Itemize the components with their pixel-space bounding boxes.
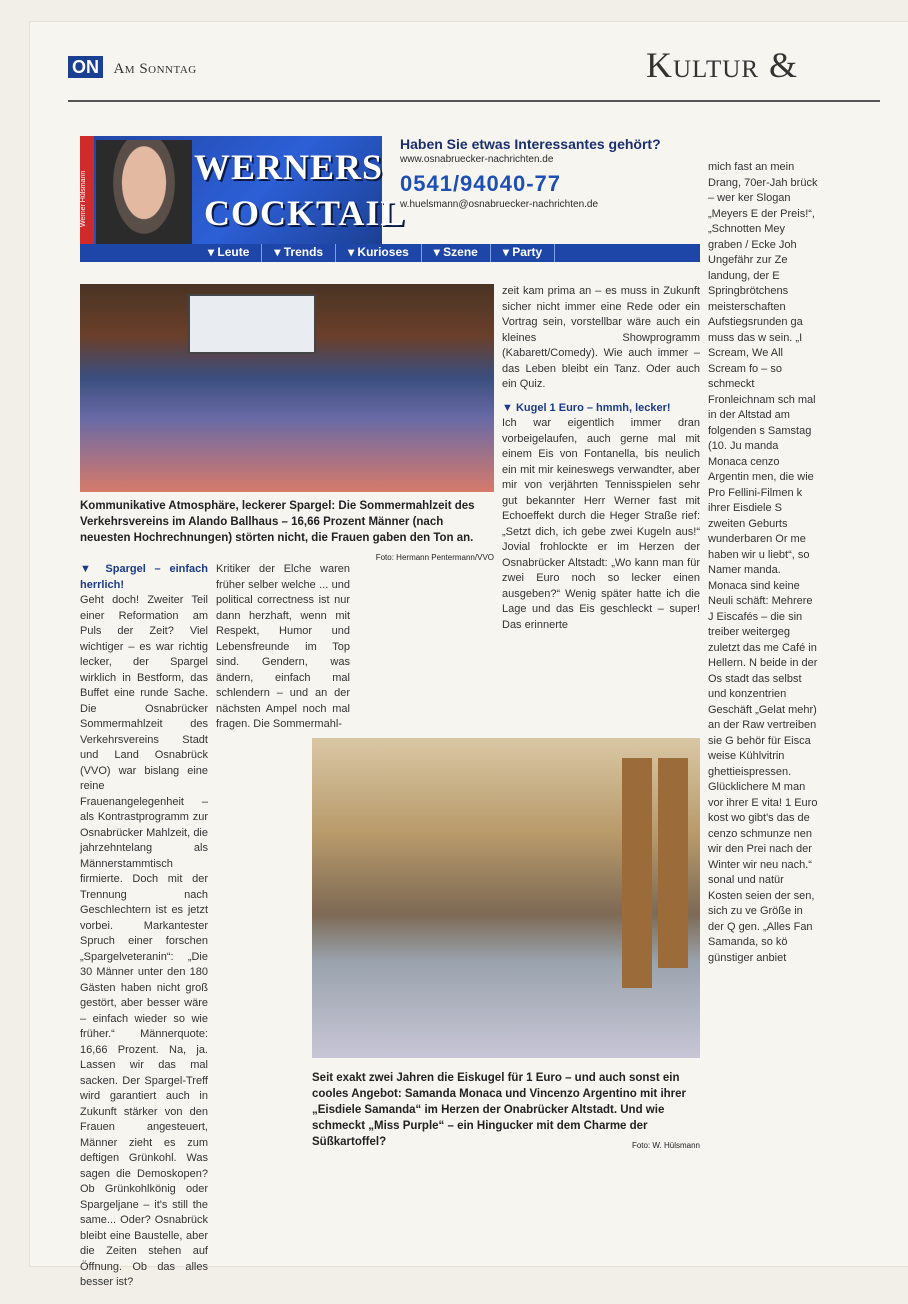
photo1-caption [80, 498, 494, 566]
contact-email: w.huelsmann@osnabruecker-nachrichten.de [400, 199, 599, 210]
tag-kurioses: ▾ Kurioses [336, 244, 422, 262]
section-title: Kultur & [646, 45, 799, 85]
contact-website: www.osnabruecker-nachrichten.de [400, 154, 554, 165]
photo-event-hall [80, 284, 494, 492]
author-vertical-label: Werner Hülsmann [80, 136, 94, 262]
tag-szene: ▾ Szene [422, 244, 491, 262]
contact-phone: 0541/94040-77 [400, 171, 562, 196]
waffle-cone-stack [622, 758, 652, 988]
tag-party: ▾ Party [491, 244, 555, 262]
section-heading-spargel: ▼ Spargel – einfach herrlich! [80, 563, 208, 591]
column-banner [80, 136, 700, 262]
photo2-caption [312, 1070, 700, 1154]
topic-tags [80, 244, 700, 262]
photo1-caption-text: Kommunikative Atmosphäre, leckerer Spargel: Die Sommermahlzeit des Verkehrsvereins im Alando Ballhaus – 16,66 Prozent Männer (nach neuesten Hochrechnungen) störten nicht, die Frauen gaben den Ton an. [80, 500, 475, 544]
tag-trends: ▾ Trends [262, 244, 336, 262]
article-column-right [708, 160, 818, 1260]
right-column-text: mich fast an mein Drang, 70er-Jah brück – wer ker Slogan „Meyers E der Preis!“, „Schnotten Mey graben / Ecke Joh Ungefähr zur Ze landung, der E Springbrötchens meisterschaften Aufstiegsrunden ga muss das w sein. „I Scream, We All Scream fo – so schmeckt Fronleichnam sch mal in der Altstad am folgenden s Samstag (10. Ju manda Monaca cenzo Argentin men, die wie Pro Fellini-Filmen k ihrer Eisdiele S zweiten Geburts wunderbaren Or me haben wir u liebt“, so Namer manda. Monaca sind keine Neuli schäft: Mehrere J Eiscafés – die sin treiber weitergeg zuletzt das me Café in Hellern. N beide in der Os stadt das selbst und konzentrien Geschäft „Gelat mehr) an der Raw vertreiben sie G behör für Eisca weise Kühlvitrin ghettieispressen. Glücklichere M man vor ihrer E vita! 1 Euro kost wo gibt's das de cenzo schmunze nen wir den Prei nach der Winter wir neu nach.“ sonal und natür Kosten seien der sen, sich zu ve Größe in der Q gen. „Alles Fan Samanda, so kö günstiger anbiet [708, 161, 818, 964]
masthead [68, 56, 197, 78]
photo2-caption-text: Seit exakt zwei Jahren die Eiskugel für 1 Euro – und auch sonst ein cooles Angebot: Samanda Monaca und Vincenzo Argentino mit ihrer „Eisdiele Samanda“ im Herzen der Onabrücker Altstadt. Und wie schmeckt „Miss Purple“ – ein Hingucker mit dem Charme der Süßkartoffel? [312, 1072, 687, 1148]
header-rule [68, 100, 880, 102]
article-column-3 [502, 284, 700, 633]
brand-line-2: COCKTAIL [204, 193, 406, 233]
brand-line-1: WERNERS [194, 147, 384, 187]
tag-leute: ▾ Leute [196, 244, 262, 262]
photo1-credit: Foto: Hermann Pentermann/VVO [375, 553, 494, 562]
column-1-text: Geht doch! Zweiter Teil einer Reformation am Puls der Zeit? Viel wichtiger – es war richtig lecker, der Spargel wirklich in Bestform, das Buffet eine runde Sache. Die Osnabrücker Sommermahlzeit des Verkehrsvereins Stadt und Land Osnabrück (VVO) war bislang eine reine Frauenangelegenheit – als Kontrastprogramm zur Osnabrücker Mahlzeit, die jahrzehntelang als Männerstammtisch firmierte. Doch mit der Trennung nach Geschlechtern ist es jetzt vorbei. Markantester Spruch einer forschen „Spargelveteranin“: „Die 30 Männer unter den 180 Gästen haben nicht groß gestört, aber besser wäre – einfach wieder so wie früher.“ Männerquote: 16,66 Prozent. Na, ja. Lassen wir das mal sacken. Der Spargel-Treff wird garantiert auch in Zukunft stärker von den Frauen angesteuert, Männer zieht es zum deftigen Grünkohl. Was sagen die Demoskopen? Ob Grünkohlkönig oder Spargeljane – it's still the same... Oder? Osnabrück bleibt eine Baustelle, aber die Zeiten stehen auf Öffnung. Ob das alles besser ist? [80, 594, 208, 1288]
edition-name: Am Sonntag [113, 61, 197, 77]
photo-ice-cream-shop [312, 738, 700, 1058]
column-2-text: Kritiker der Elche waren früher selber welche ... und political correctness ist nur dann herzhaft, wenn mit Respekt, Humor und Lebensfreunde im Top sind. Gendern, was ändern, einfach mal schlendern – und an der nächsten Ampel noch mal fragen. Die Sommermahl- [216, 563, 350, 730]
section-heading-kugel: ▼ Kugel 1 Euro – hmmh, lecker! [502, 401, 671, 414]
article-column-1 [80, 562, 208, 1291]
photo2-credit: Foto: W. Hülsmann [631, 1141, 700, 1150]
banner-contact [400, 136, 700, 242]
column-3b-text: Ich war eigentlich immer dran vorbeigelaufen, auch gerne mal mit einem Eis von Fontanella, bis neulich ein mit mir keineswegs verwandter, aber mir von verjährten Tennisspielen sehr gut bekannter Herr Werner fast mit Echoeffekt durch die Heger Straße rief: „Setzt dich, ich gebe zwei Kugeln aus!“ Jovial frohlockte er im Herzen der Osnabrücker Altstadt: „Wo kann man für zwei Euro noch so lecker einen ausgeben?“ Wenig später hatte ich die Lage und das Eis geschleckt – super! Das erinnerte [502, 417, 700, 631]
waffle-cone-stack-2 [658, 758, 688, 968]
article-column-2 [216, 562, 350, 733]
contact-question: Haben Sie etwas Interessantes gehört? [400, 136, 661, 152]
column-3a-text: zeit kam prima an – es muss in Zukunft sicher nicht immer eine Rede oder ein Vortrag sein, vorstellbar wäre auch ein kleines Showprogramm (Kabarett/Comedy). Wie auch immer – das Leben bleibt ein Tanz. Oder auch ein Quiz. [502, 285, 700, 390]
stage-screen [188, 294, 316, 354]
on-logo: ON [68, 56, 103, 78]
